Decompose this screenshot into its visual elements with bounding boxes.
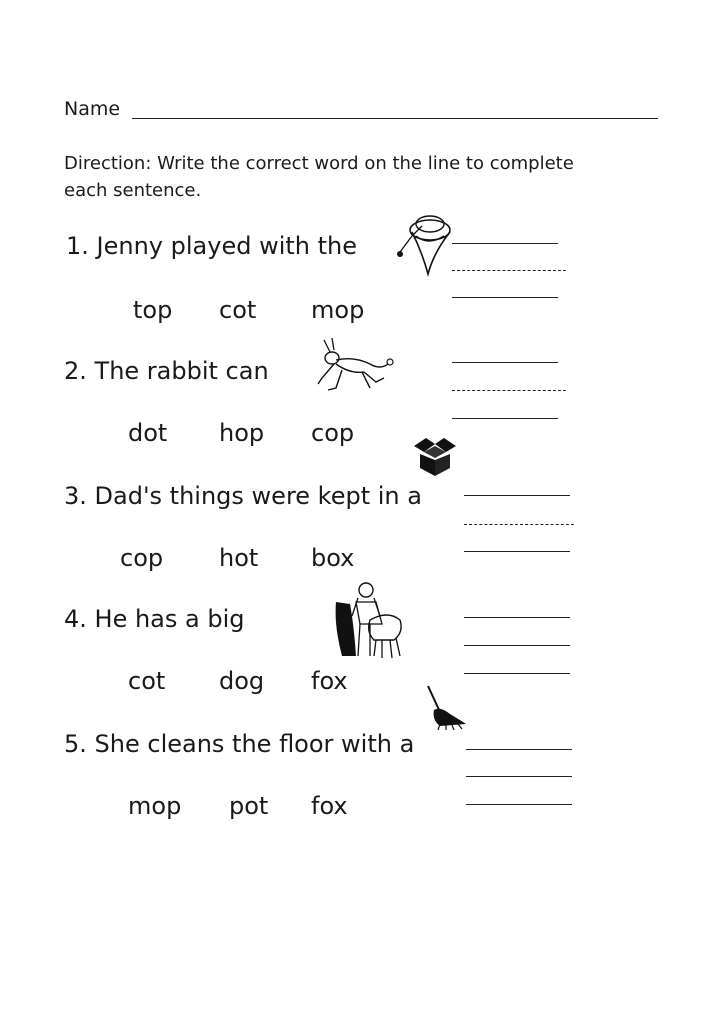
answer-line-2b[interactable] xyxy=(452,418,558,419)
choice-1-3: mop xyxy=(311,296,365,324)
answer-line-1b[interactable] xyxy=(452,297,558,298)
sentence-4: 4. He has a big xyxy=(64,605,245,633)
direction-text xyxy=(64,150,664,204)
answer-dashed-line-1 xyxy=(452,270,566,271)
answer-line-5a[interactable] xyxy=(466,749,572,750)
answer-line-3b[interactable] xyxy=(464,551,570,552)
answer-dashed-line-3 xyxy=(464,524,574,525)
choice-2-3: cop xyxy=(311,419,355,447)
choice-3-2: hot xyxy=(219,544,259,572)
answer-line-2a[interactable] xyxy=(452,362,558,363)
answer-line-1a[interactable] xyxy=(452,243,558,244)
sentence-5: 5. She cleans the floor with a xyxy=(64,730,415,758)
answer-dashed-line-2 xyxy=(452,390,566,391)
answer-line-4b[interactable] xyxy=(464,673,570,674)
choice-4-3: fox xyxy=(311,667,348,695)
choice-4-1: cot xyxy=(128,667,166,695)
spinning-top-icon xyxy=(392,212,458,278)
choice-1-1: top xyxy=(133,296,173,324)
box-icon xyxy=(410,436,460,478)
answer-line-4-mid xyxy=(464,645,570,646)
name-label: Name xyxy=(64,98,121,120)
sentence-3: 3. Dad's things were kept in a xyxy=(64,482,422,510)
sentence-2: 2. The rabbit can xyxy=(64,357,269,385)
sentence-1: 1. Jenny played with the xyxy=(66,232,357,260)
choice-1-2: cot xyxy=(219,296,257,324)
man-with-dog-icon xyxy=(330,580,410,662)
mop-icon xyxy=(420,684,470,730)
choice-3-1: cop xyxy=(120,544,164,572)
answer-line-3a[interactable] xyxy=(464,495,570,496)
direction-line-2: each sentence. xyxy=(64,180,202,201)
choice-3-3: box xyxy=(311,544,355,572)
name-writing-line[interactable] xyxy=(132,118,658,119)
answer-line-5-mid xyxy=(466,776,572,777)
choice-5-3: fox xyxy=(311,792,348,820)
choice-2-1: dot xyxy=(128,419,168,447)
direction-line-1: Direction: Write the correct word on the line to complete xyxy=(64,153,574,174)
answer-line-4a[interactable] xyxy=(464,617,570,618)
choice-2-2: hop xyxy=(219,419,265,447)
answer-line-5b[interactable] xyxy=(466,804,572,805)
choice-5-2: pot xyxy=(229,792,269,820)
rabbit-icon xyxy=(314,338,396,396)
choice-4-2: dog xyxy=(219,667,265,695)
choice-5-1: mop xyxy=(128,792,182,820)
